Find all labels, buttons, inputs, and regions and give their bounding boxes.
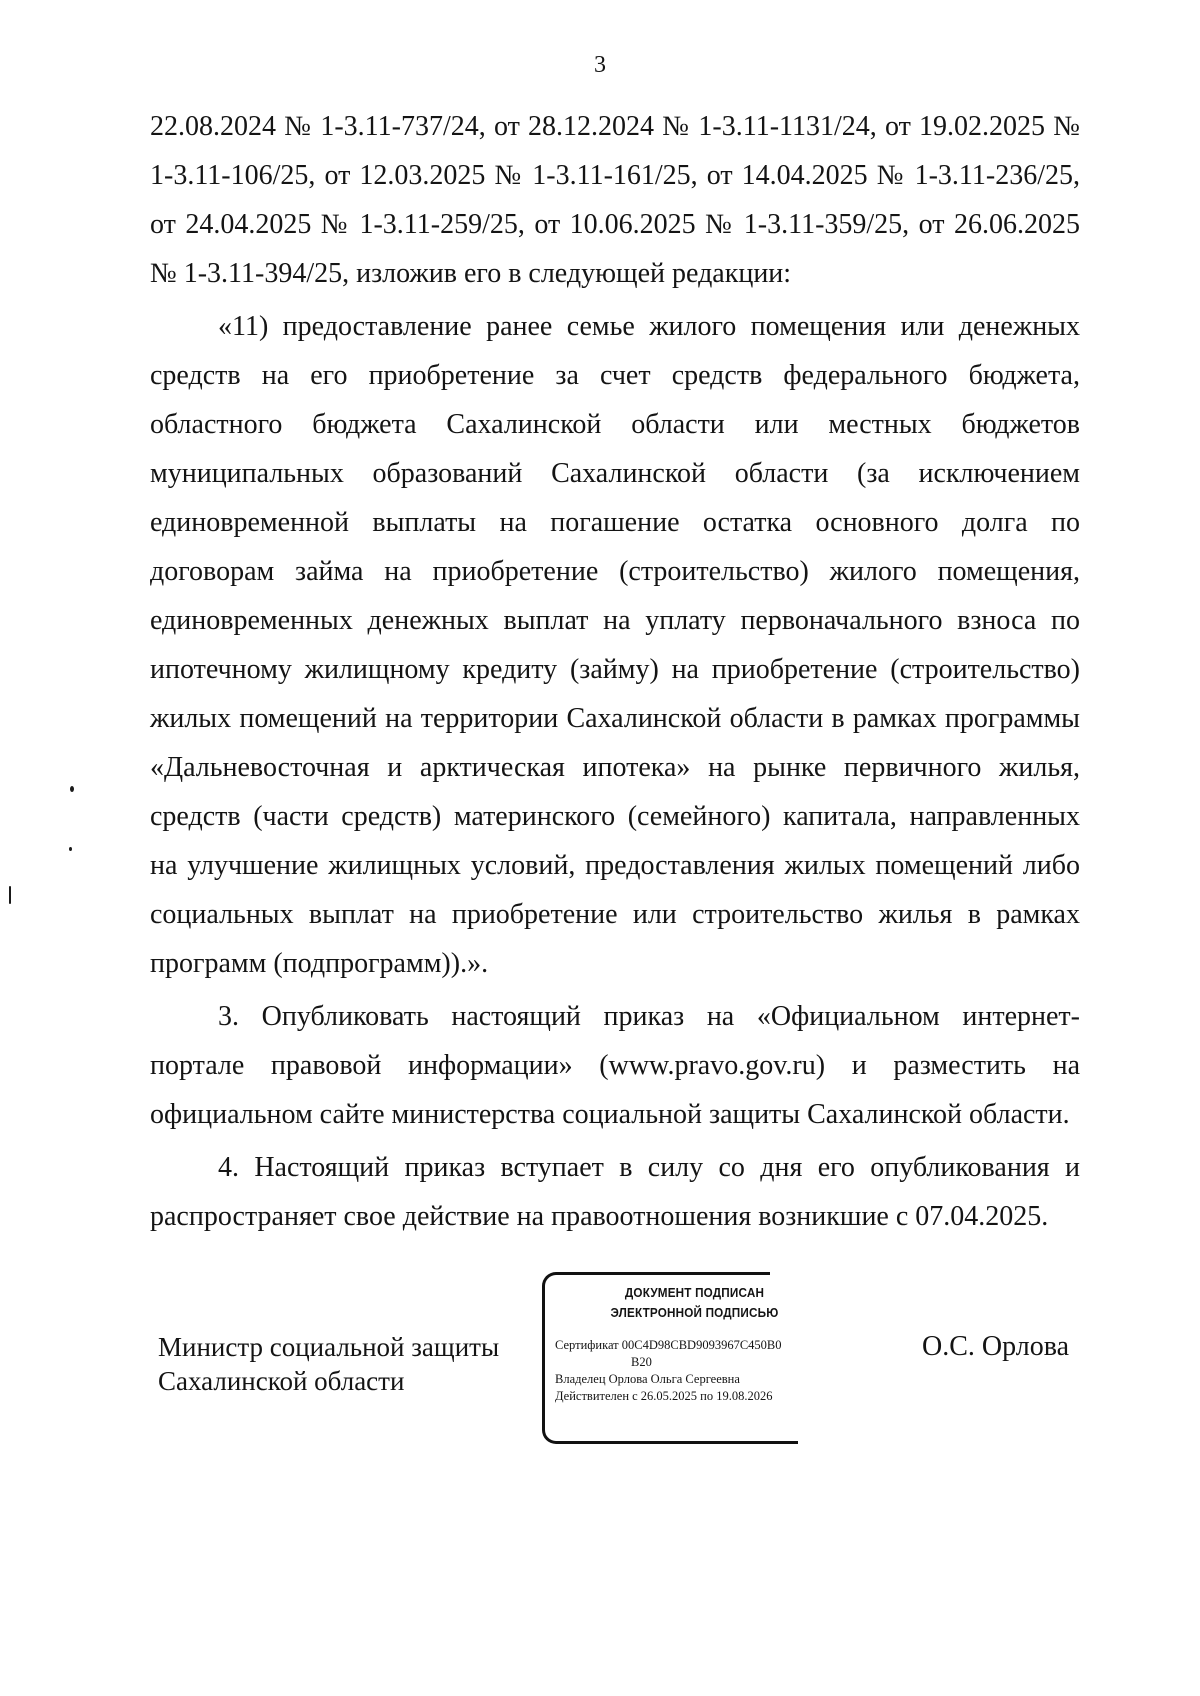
document-body — [150, 102, 1080, 1241]
stamp-certificate-label: Сертификат — [555, 1338, 619, 1352]
stamp-certificate-line — [555, 1337, 798, 1354]
signatory-position — [158, 1330, 499, 1398]
effective-date-clause-paragraph: 4. Настоящий приказ вступает в силу со дня его опубликования и распространяет свое действие на правоотношения возникшие с 07.04.2025. — [150, 1152, 1080, 1232]
page-number: 3 — [594, 52, 606, 78]
publication-clause-paragraph: 3. Опубликовать настоящий приказ на «Официальном интернет-портале правовой информации» (www.pravo.gov.ru) и разместить на официальном сайте министерства социальной защиты Сахалинской области. — [150, 1001, 1080, 1130]
stamp-heading-line-2: ЭЛЕКТРОННОЙ ПОДПИСЬЮ — [610, 1305, 779, 1320]
amendment-reference-paragraph: 22.08.2024 № 1-3.11-737/24, от 28.12.2024 № 1-3.11-1131/24, от 19.02.2025 № 1-3.11-106/25, от 12.03.2025 № 1-3.11-161/25, от 14.04.2025 № 1-3.11-236/25, от 24.04.2025 № 1-3.11-259/25, от 10.06.2025 № 1-3.11-359/25, от 26.06.2025 № 1-3.11-394/25, изложив его в следующей редакции: — [150, 111, 1080, 289]
signer-name: О.С. Орлова — [922, 1331, 1069, 1362]
stamp-certificate-value: 00C4D98CBD9093967C450B0 — [621, 1338, 782, 1352]
stamp-validity-line: Действителен с 26.05.2025 по 19.08.2026 — [555, 1389, 773, 1403]
stamp-owner-line — [555, 1371, 798, 1388]
stamp-heading-line-1: ДОКУМЕНТ ПОДПИСАН — [624, 1285, 765, 1300]
clause-11-paragraph: «11) предоставление ранее семье жилого помещения или денежных средств на его приобретение за счет средств федерального бюджета, областного бюджета Сахалинской области или местных бюджетов муниципальных образований Сахалинской области (за исключением единовременной выплаты на погашение остатка основного долга по договорам займа на приобретение (строительство) жилого помещения, единовременных денежных выплат на уплату первоначального взноса по ипотечному жилищному кредиту (займу) на приобретение (строительство) жилых помещений на территории Сахалинской области в рамках программы «Дальневосточная и арктическая ипотека» на рынке первичного жилья, средств (части средств) материнского (семейного) капитала, направленных на улучшение жилищных условий, предоставления жилых помещений либо социальных выплат на приобретение или строительство жилья в рамках программ (подпрограмм)).». — [150, 311, 1080, 979]
scan-speck — [69, 847, 72, 851]
stamp-certificate-tail: B20 — [631, 1355, 652, 1369]
scan-speck — [9, 886, 11, 904]
stamp-owner-value: Орлова Ольга Сергеевна — [608, 1372, 740, 1386]
position-line-1: Министр социальной защиты — [158, 1332, 500, 1362]
position-line-2: Сахалинской области — [158, 1366, 405, 1396]
scan-speck — [70, 786, 74, 792]
electronic-signature-stamp — [542, 1272, 798, 1444]
stamp-owner-label: Владелец — [555, 1372, 606, 1386]
signature-block — [0, 1272, 1200, 1403]
